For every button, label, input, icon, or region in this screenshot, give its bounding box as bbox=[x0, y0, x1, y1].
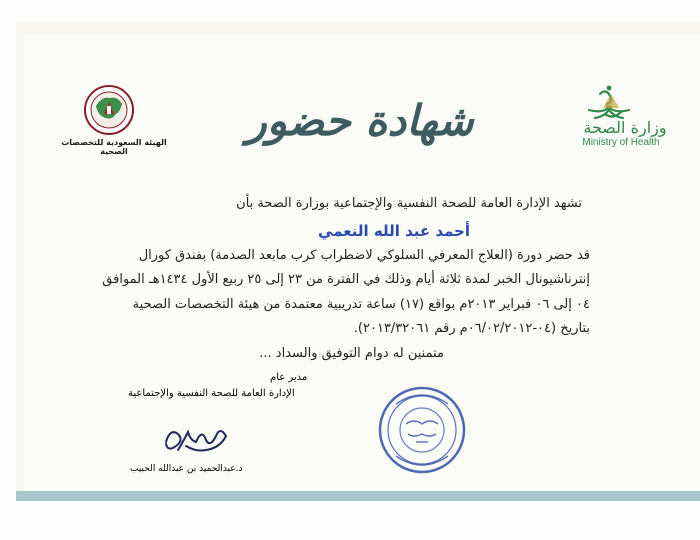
scfhs-arabic-name: الهيئة السعودية للتخصصات الصحية bbox=[61, 138, 167, 156]
scfhs-emblem-icon bbox=[78, 84, 140, 136]
paper-top-edge bbox=[16, 22, 700, 34]
certificate-closing: متمنين له دوام التوفيق والسداد ... bbox=[259, 346, 444, 361]
certificate-body-line-4: بتاريخ (٠٤-٠٦/٠٢/٢٠١٢م رقم ٢٠١٣/٣٢٠٦١). bbox=[353, 321, 590, 336]
bottom-border-bar bbox=[16, 491, 700, 501]
certificate-body-line-3: ٠٤ إلى ٠٦ فبراير ٢٠١٣م بواقع (١٧) ساعة تدريبية معتمدة من هيئة التخصصات الصحية bbox=[132, 297, 590, 312]
handwritten-signature bbox=[160, 420, 240, 464]
certificate-intro: تشهد الإدارة العامة للصحة النفسية والإجتماعية بوزارة الصحة بأن bbox=[236, 196, 582, 211]
certificate-title: شهادة حضور bbox=[246, 96, 474, 145]
signatory-department: الإدارة العامة للصحة النفسية والإجتماعية bbox=[128, 388, 295, 399]
official-stamp-icon bbox=[376, 384, 468, 476]
certificate-body-line-2: إنترناشيونال الخبر لمدة ثلاثة أيام وذلك في الفترة من ٢٣ إلى ٢٥ ربيع الأول ١٤٣٤هـ الموافق bbox=[102, 272, 590, 287]
signatory-title: مدير عام bbox=[270, 372, 308, 383]
moh-english-name: Ministry of Health bbox=[582, 137, 660, 148]
recipient-name: أحمد عبد الله النعمي bbox=[318, 222, 470, 240]
paper-left-edge bbox=[16, 22, 24, 500]
moh-arabic-name: وزارة الصحة bbox=[583, 118, 667, 137]
certificate-body-line-1: قد حضر دورة (العلاج المعرفي السلوكي لاضطراب كرب مابعد الصدمة) بفندق كورال bbox=[138, 248, 590, 263]
signatory-name: د.عبدالحميد بن عبدالله الحبيب bbox=[130, 464, 243, 474]
